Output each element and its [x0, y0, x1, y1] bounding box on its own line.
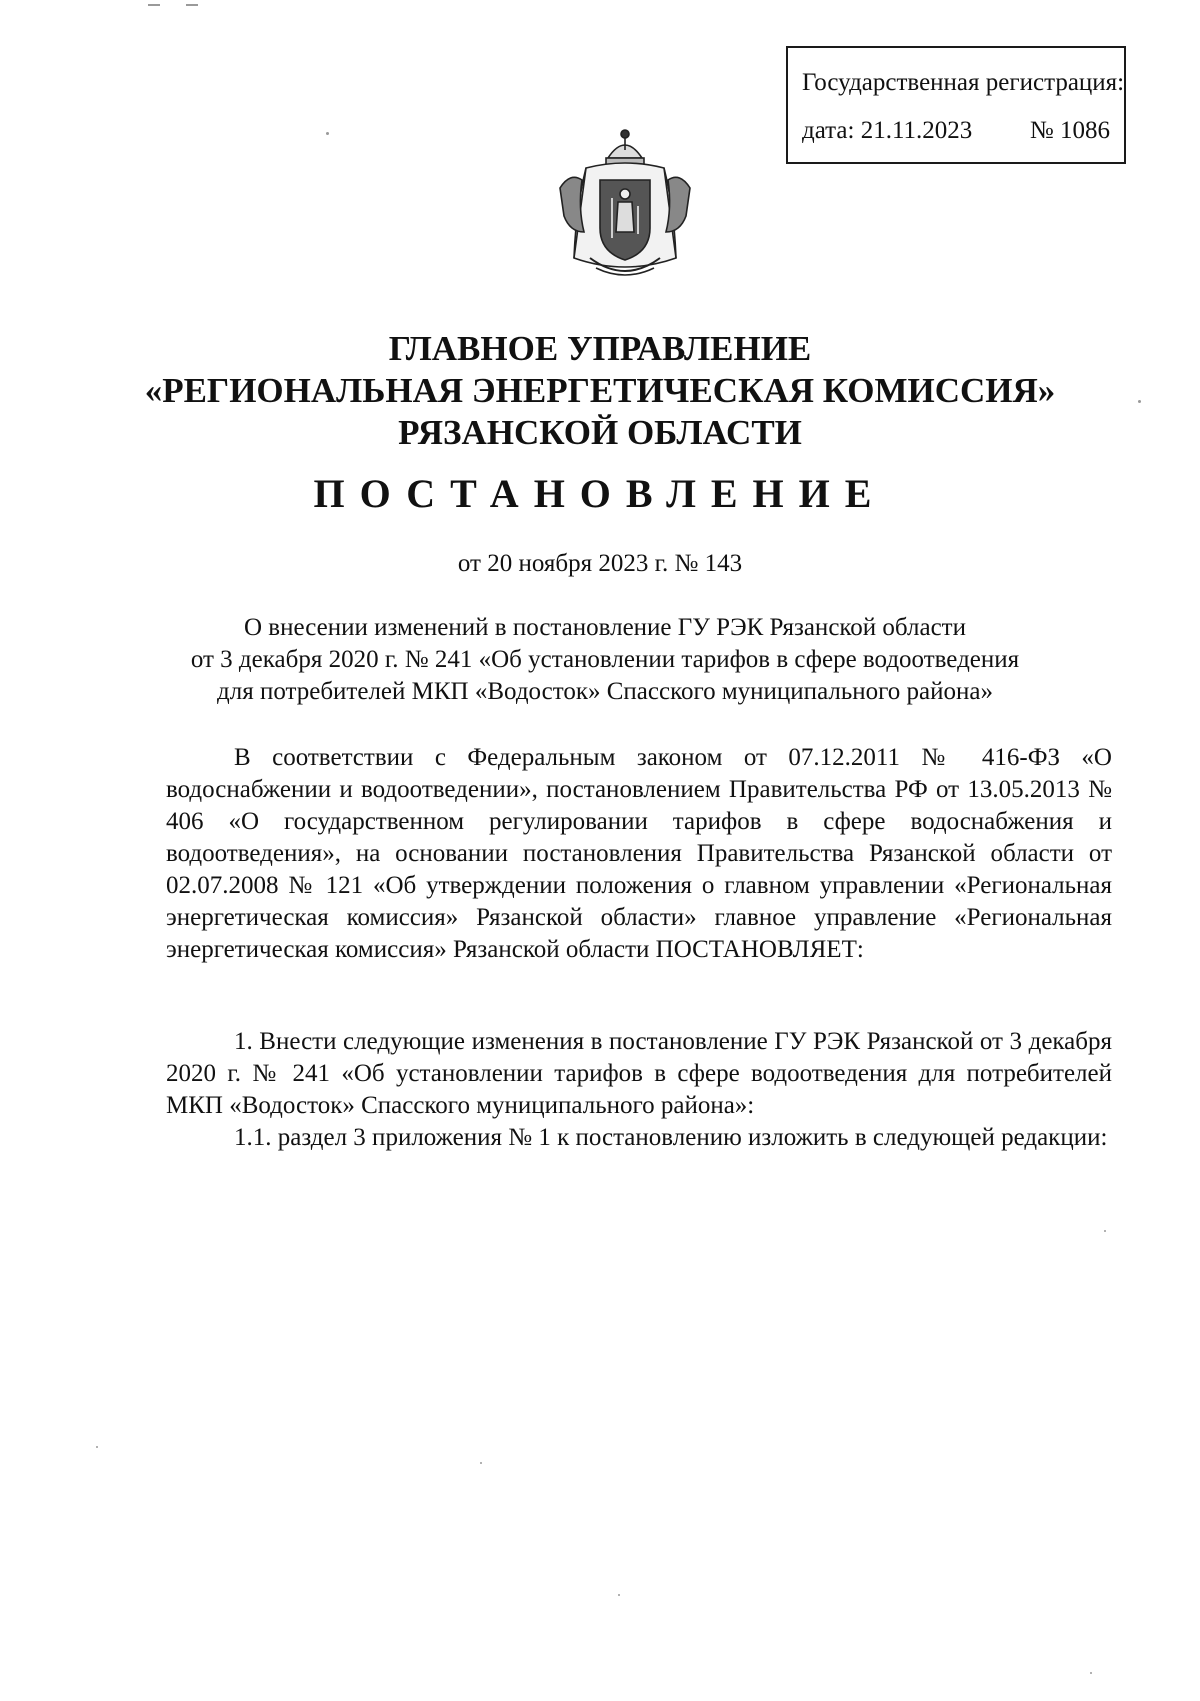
document-subject: [140, 612, 1070, 708]
subject-line-2: от 3 декабря 2020 г. № 241 «Об установлении тарифов в сфере водоотведения: [190, 646, 1020, 673]
scan-speck: [618, 1594, 620, 1596]
agency-line-3: РЯЗАНСКОЙ ОБЛАСТИ: [398, 413, 802, 452]
scan-speck: [186, 4, 198, 6]
agency-line-1: ГЛАВНОЕ УПРАВЛЕНИЕ: [388, 329, 812, 368]
document-date-number: от 20 ноября 2023 г. № 143: [457, 550, 743, 577]
item-1-paragraph: [166, 1026, 1112, 1122]
document-type-heading: ПОСТАНОВЛЕНИЕ: [313, 471, 887, 516]
subject-line-3: для потребителей МКП «Водосток» Спасского муниципального района»: [217, 678, 993, 705]
preamble-text: В соответствии с Федеральным законом от 07.12.2011 № 416-ФЗ «О водоснабжении и водоотведении», постановлением Правительства РФ от 13.05.2013 № 406 «О государственном регулировании тарифов в сфере водоснабжения и водоотведения», на основании постановления Правительства Рязанской области от 02.07.2008 № 121 «Об утверждении положения о главном управлении «Региональная энергетическая комиссия» Рязанской области» главное управление «Региональная энергетическая комиссия» Рязанской области ПОСТАНОВЛЯЕТ:: [166, 744, 1112, 963]
registration-stamp: [786, 46, 1126, 164]
subject-line-1: О внесении изменений в постановление ГУ РЭК Рязанской области: [244, 614, 966, 641]
scan-speck: [480, 1462, 482, 1464]
scan-speck: [1090, 1672, 1092, 1674]
item-1-1-text: 1.1. раздел 3 приложения № 1 к постановлению изложить в следующей редакции:: [234, 1124, 1108, 1151]
scan-speck: [1104, 1230, 1106, 1232]
registration-date: дата: 21.11.2023: [802, 117, 973, 144]
preamble-paragraph: [166, 742, 1112, 966]
agency-name: [0, 328, 1200, 454]
scan-speck: [96, 1446, 98, 1448]
registration-title: Государственная регистрация:: [802, 69, 1125, 96]
item-1-1-paragraph: [166, 1122, 1112, 1154]
item-1-text: 1. Внести следующие изменения в постановление ГУ РЭК Рязанской от 3 декабря 2020 г. № 241 «Об установлении тарифов в сфере водоотведения для потребителей МКП «Водосток» Спасского муниципального района»:: [166, 1028, 1112, 1119]
scan-speck: [1138, 400, 1141, 403]
agency-line-2: «РЕГИОНАЛЬНАЯ ЭНЕРГЕТИЧЕСКАЯ КОМИССИЯ»: [144, 371, 1056, 410]
ryazan-coat-of-arms-icon: [556, 128, 694, 284]
registration-number: № 1086: [1029, 117, 1110, 144]
scan-speck: [326, 132, 329, 135]
scan-speck: [148, 4, 160, 6]
